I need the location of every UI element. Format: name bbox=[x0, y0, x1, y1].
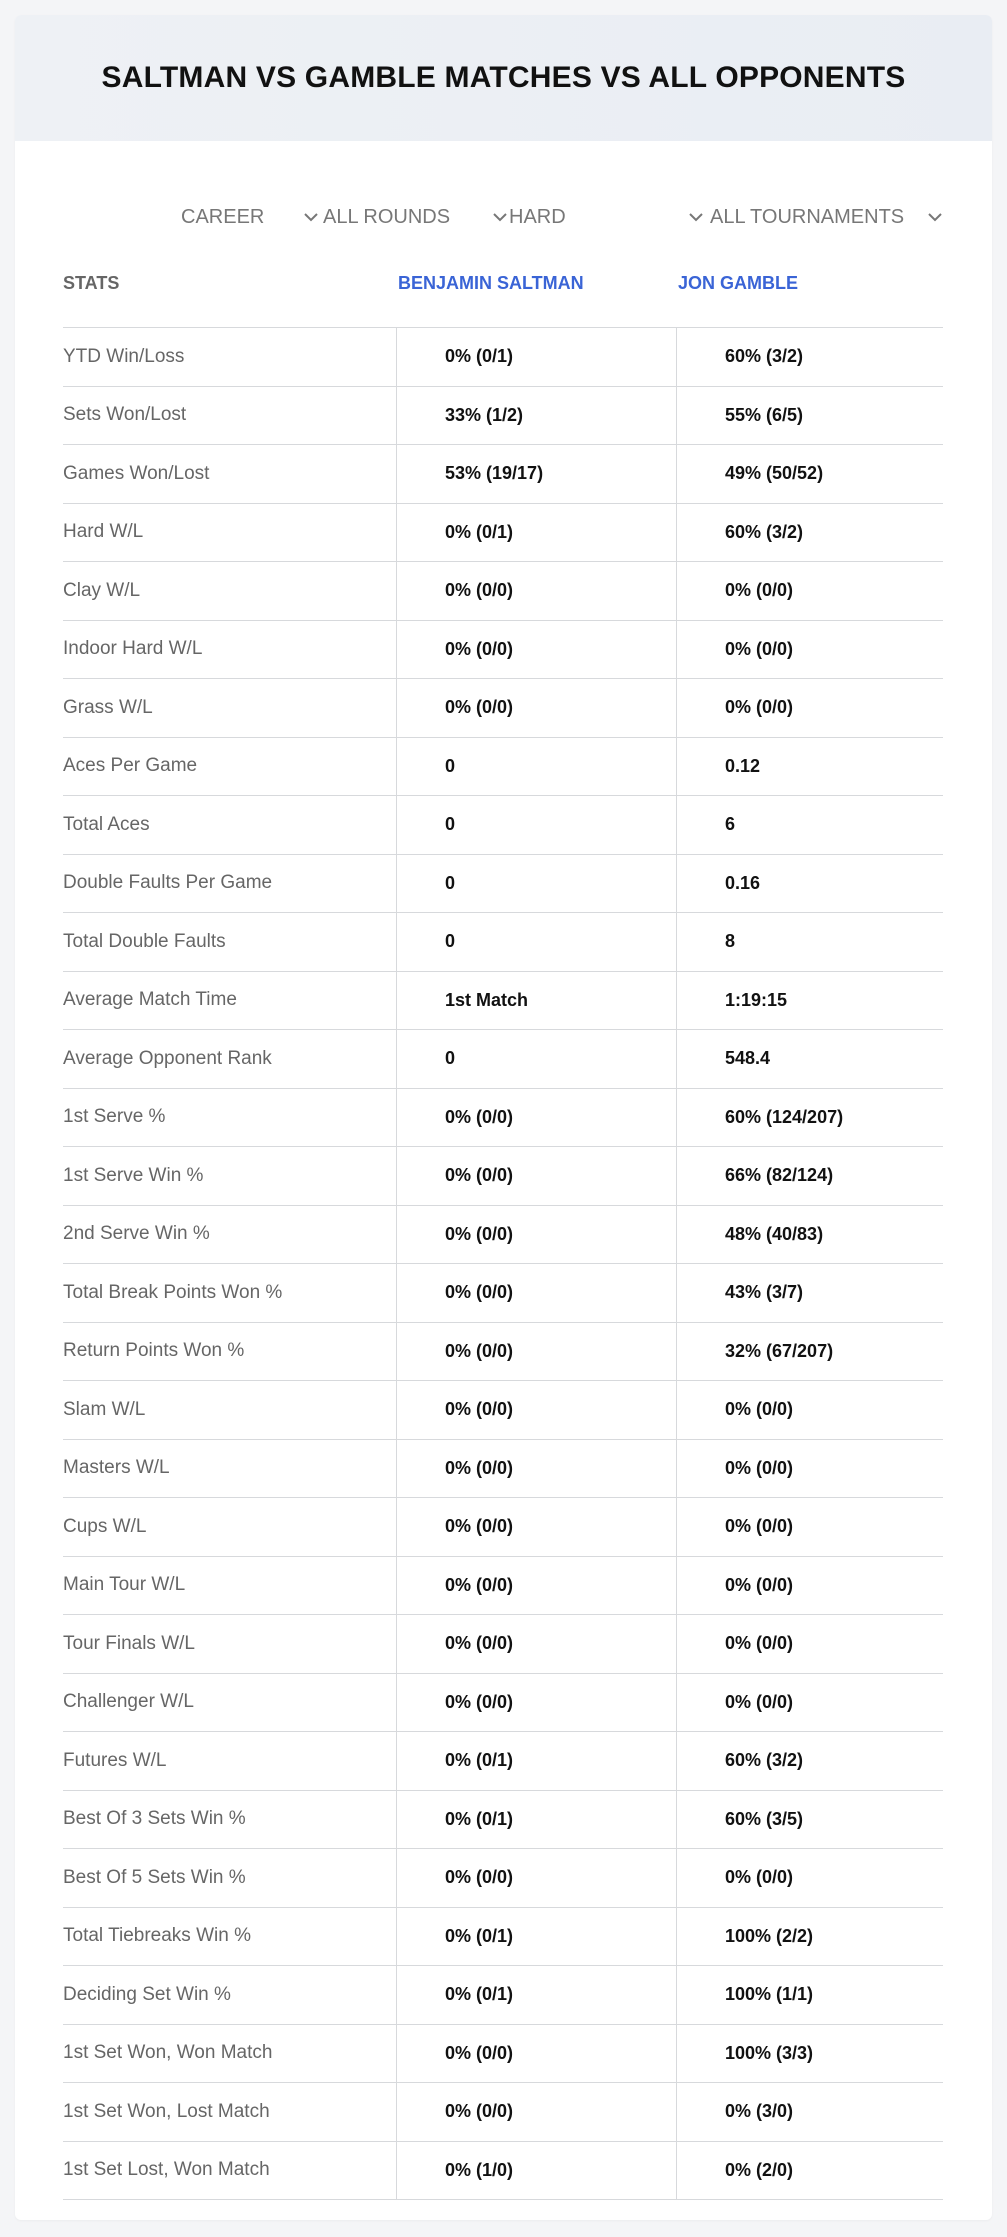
player2-stat-value: 60% (3/2) bbox=[676, 504, 943, 562]
player2-stat-value: 0% (0/0) bbox=[676, 562, 943, 620]
stat-label: Total Tiebreaks Win % bbox=[63, 1925, 251, 1947]
stats-column-header: STATS bbox=[63, 273, 120, 293]
table-row bbox=[63, 445, 943, 504]
stat-label: Main Tour W/L bbox=[63, 1574, 186, 1596]
stat-label: Total Aces bbox=[63, 813, 150, 835]
table-row bbox=[63, 2142, 943, 2201]
stat-label: YTD Win/Loss bbox=[63, 345, 185, 367]
player2-stat-value: 100% (3/3) bbox=[676, 2025, 943, 2083]
stat-label: Clay W/L bbox=[63, 579, 141, 601]
player1-stat-value: 0% (0/1) bbox=[396, 1966, 676, 2024]
player1-stat-value: 0% (0/0) bbox=[396, 562, 676, 620]
stats-card bbox=[15, 15, 992, 2220]
player2-name-link[interactable]: JON GAMBLE bbox=[678, 273, 799, 293]
table-row bbox=[63, 1264, 943, 1323]
player2-stat-value: 60% (124/207) bbox=[676, 1089, 943, 1147]
player2-stat-value: 0% (0/0) bbox=[676, 679, 943, 737]
page-title: SALTMAN VS GAMBLE MATCHES VS ALL OPPONENTS bbox=[101, 61, 906, 94]
player1-stat-value: 0% (0/0) bbox=[396, 1264, 676, 1322]
stat-label: Total Double Faults bbox=[63, 930, 226, 952]
stat-label: 1st Serve Win % bbox=[63, 1164, 204, 1186]
table-row bbox=[63, 1674, 943, 1733]
player2-stat-value: 0% (0/0) bbox=[676, 1849, 943, 1907]
card-header bbox=[15, 15, 992, 141]
player2-stat-value: 100% (2/2) bbox=[676, 1908, 943, 1966]
player1-stat-value: 0% (0/1) bbox=[396, 504, 676, 562]
table-row bbox=[63, 679, 943, 738]
stat-label: 2nd Serve Win % bbox=[63, 1223, 210, 1245]
player2-stat-value: 0% (0/0) bbox=[676, 1557, 943, 1615]
player1-stat-value: 0% (0/1) bbox=[396, 1791, 676, 1849]
player2-stat-value: 0.16 bbox=[676, 855, 943, 913]
stat-label: 1st Set Won, Lost Match bbox=[63, 2100, 270, 2122]
filter-tournament-value: ALL TOURNAMENTS bbox=[710, 205, 905, 228]
table-row bbox=[63, 972, 943, 1031]
player2-stat-value: 60% (3/5) bbox=[676, 1791, 943, 1849]
stat-label: Cups W/L bbox=[63, 1515, 147, 1537]
table-row bbox=[63, 387, 943, 446]
player1-stat-value: 0% (0/0) bbox=[396, 2025, 676, 2083]
player2-stat-value: 0% (3/0) bbox=[676, 2083, 943, 2141]
player2-stat-value: 32% (67/207) bbox=[676, 1323, 943, 1381]
filter-period[interactable] bbox=[181, 201, 319, 233]
table-row bbox=[63, 1030, 943, 1089]
table-row bbox=[63, 1381, 943, 1440]
stat-label: Best Of 3 Sets Win % bbox=[63, 1808, 246, 1830]
player2-stat-value: 0% (0/0) bbox=[676, 1498, 943, 1556]
stat-label: Masters W/L bbox=[63, 1457, 170, 1479]
player2-stat-value: 48% (40/83) bbox=[676, 1206, 943, 1264]
player1-stat-value: 0% (1/0) bbox=[396, 2142, 676, 2200]
player1-stat-value: 0% (0/1) bbox=[396, 1908, 676, 1966]
stat-label: 1st Set Lost, Won Match bbox=[63, 2159, 270, 2181]
table-body bbox=[63, 328, 943, 2200]
chevron-down-icon bbox=[927, 209, 943, 225]
stat-label: Best Of 5 Sets Win % bbox=[63, 1866, 246, 1888]
stat-label: Indoor Hard W/L bbox=[63, 638, 203, 660]
player1-stat-value: 0% (0/0) bbox=[396, 1440, 676, 1498]
table-row bbox=[63, 1089, 943, 1148]
stat-label: Total Break Points Won % bbox=[63, 1281, 283, 1303]
player1-stat-value: 0% (0/0) bbox=[396, 2083, 676, 2141]
player1-stat-value: 0% (0/0) bbox=[396, 1615, 676, 1673]
table-row bbox=[63, 1498, 943, 1557]
player1-stat-value: 1st Match bbox=[396, 972, 676, 1030]
table-header bbox=[63, 247, 943, 328]
table-row bbox=[63, 1557, 943, 1616]
player2-stat-value: 1:19:15 bbox=[676, 972, 943, 1030]
player2-stat-value: 0.12 bbox=[676, 738, 943, 796]
player2-stat-value: 548.4 bbox=[676, 1030, 943, 1088]
player2-stat-value: 0% (0/0) bbox=[676, 621, 943, 679]
table-row bbox=[63, 1440, 943, 1499]
table-row bbox=[63, 1849, 943, 1908]
stat-label: Return Points Won % bbox=[63, 1340, 245, 1362]
stat-label: Futures W/L bbox=[63, 1749, 167, 1771]
stat-label: 1st Serve % bbox=[63, 1106, 166, 1128]
player1-stat-value: 0% (0/0) bbox=[396, 679, 676, 737]
player1-stat-value: 0 bbox=[396, 738, 676, 796]
player2-stat-value: 0% (0/0) bbox=[676, 1615, 943, 1673]
player2-stat-value: 55% (6/5) bbox=[676, 387, 943, 445]
filter-round-value: ALL ROUNDS bbox=[323, 205, 451, 228]
stat-label: Average Opponent Rank bbox=[63, 1047, 272, 1069]
stat-label: Slam W/L bbox=[63, 1398, 146, 1420]
player1-stat-value: 53% (19/17) bbox=[396, 445, 676, 503]
stat-label: Average Match Time bbox=[63, 989, 237, 1011]
player2-stat-value: 0% (0/0) bbox=[676, 1440, 943, 1498]
player1-stat-value: 0% (0/0) bbox=[396, 1147, 676, 1205]
table-row bbox=[63, 328, 943, 387]
table-row bbox=[63, 621, 943, 680]
table-row bbox=[63, 562, 943, 621]
table-row bbox=[63, 2025, 943, 2084]
table-row bbox=[63, 504, 943, 563]
player1-stat-value: 0 bbox=[396, 1030, 676, 1088]
table-row bbox=[63, 1791, 943, 1850]
stat-label: Tour Finals W/L bbox=[63, 1632, 195, 1654]
stat-label: Grass W/L bbox=[63, 696, 153, 718]
filter-period-value: CAREER bbox=[181, 205, 265, 228]
player1-stat-value: 33% (1/2) bbox=[396, 387, 676, 445]
stat-label: Games Won/Lost bbox=[63, 462, 210, 484]
player2-stat-value: 8 bbox=[676, 913, 943, 971]
chevron-down-icon bbox=[492, 209, 508, 225]
player2-stat-value: 0% (2/0) bbox=[676, 2142, 943, 2200]
stats-table bbox=[63, 247, 943, 2200]
player2-stat-value: 100% (1/1) bbox=[676, 1966, 943, 2024]
table-row bbox=[63, 1966, 943, 2025]
stat-label: Deciding Set Win % bbox=[63, 1983, 231, 2005]
player2-stat-value: 66% (82/124) bbox=[676, 1147, 943, 1205]
player1-stat-value: 0% (0/0) bbox=[396, 1089, 676, 1147]
player1-stat-value: 0% (0/0) bbox=[396, 1849, 676, 1907]
table-row bbox=[63, 1206, 943, 1265]
table-row bbox=[63, 855, 943, 914]
table-row bbox=[63, 1323, 943, 1382]
player2-stat-value: 60% (3/2) bbox=[676, 1732, 943, 1790]
table-row bbox=[63, 796, 943, 855]
stat-label: Challenger W/L bbox=[63, 1691, 194, 1713]
table-row bbox=[63, 1615, 943, 1674]
filter-bar bbox=[15, 191, 992, 247]
player1-stat-value: 0% (0/0) bbox=[396, 1381, 676, 1439]
player1-stat-value: 0% (0/0) bbox=[396, 1323, 676, 1381]
player1-stat-value: 0 bbox=[396, 855, 676, 913]
chevron-down-icon bbox=[303, 209, 319, 225]
player2-stat-value: 0% (0/0) bbox=[676, 1381, 943, 1439]
player1-stat-value: 0% (0/1) bbox=[396, 1732, 676, 1790]
player1-stat-value: 0 bbox=[396, 913, 676, 971]
table-row bbox=[63, 1147, 943, 1206]
player1-name-link[interactable]: BENJAMIN SALTMAN bbox=[398, 273, 584, 293]
player1-stat-value: 0% (0/0) bbox=[396, 621, 676, 679]
table-row bbox=[63, 738, 943, 797]
player1-stat-value: 0% (0/0) bbox=[396, 1498, 676, 1556]
player2-stat-value: 60% (3/2) bbox=[676, 328, 943, 386]
stat-label: Aces Per Game bbox=[63, 755, 198, 777]
stat-label: Double Faults Per Game bbox=[63, 872, 273, 894]
stat-label: 1st Set Won, Won Match bbox=[63, 2042, 273, 2064]
filter-surface[interactable] bbox=[509, 201, 704, 233]
table-row bbox=[63, 1908, 943, 1967]
player1-stat-value: 0% (0/0) bbox=[396, 1557, 676, 1615]
table-row bbox=[63, 1732, 943, 1791]
player2-stat-value: 49% (50/52) bbox=[676, 445, 943, 503]
chevron-down-icon bbox=[688, 209, 704, 225]
player2-stat-value: 6 bbox=[676, 796, 943, 854]
stat-label: Hard W/L bbox=[63, 521, 144, 543]
player1-stat-value: 0% (0/0) bbox=[396, 1206, 676, 1264]
stat-label: Sets Won/Lost bbox=[63, 404, 187, 426]
player1-stat-value: 0% (0/0) bbox=[396, 1674, 676, 1732]
filter-tournament[interactable] bbox=[710, 201, 943, 233]
player1-stat-value: 0 bbox=[396, 796, 676, 854]
player1-stat-value: 0% (0/1) bbox=[396, 328, 676, 386]
player2-stat-value: 0% (0/0) bbox=[676, 1674, 943, 1732]
filter-round[interactable] bbox=[323, 201, 508, 233]
table-row bbox=[63, 2083, 943, 2142]
filter-surface-value: HARD bbox=[509, 205, 566, 228]
table-row bbox=[63, 913, 943, 972]
player2-stat-value: 43% (3/7) bbox=[676, 1264, 943, 1322]
